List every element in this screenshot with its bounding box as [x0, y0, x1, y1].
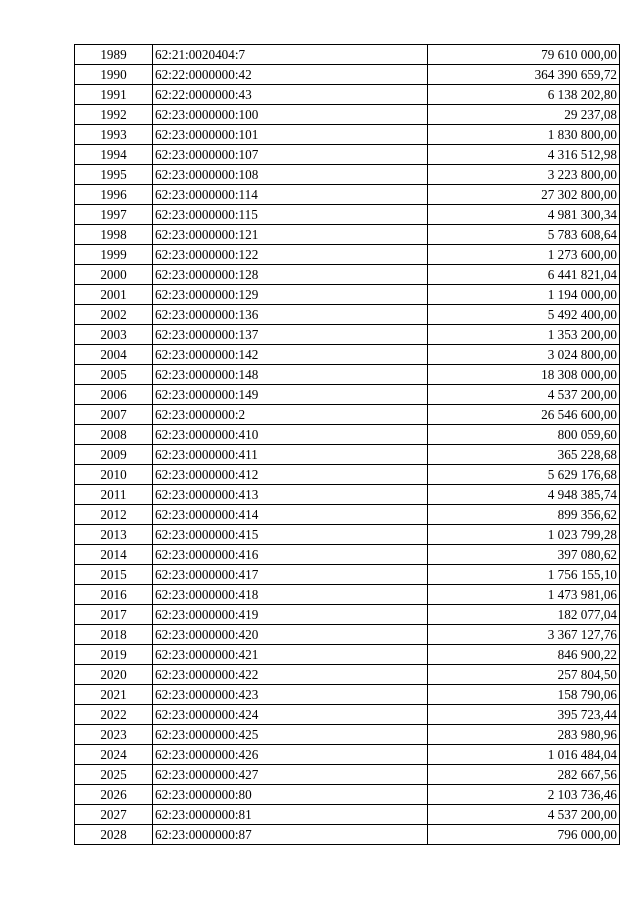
table-row — [75, 105, 620, 125]
row-number-cell: 1992 — [75, 105, 153, 125]
table-row — [75, 625, 620, 645]
table-row — [75, 685, 620, 705]
cadastral-value-cell: 4 537 200,00 — [428, 805, 620, 825]
table-row — [75, 785, 620, 805]
row-number-cell: 2011 — [75, 485, 153, 505]
row-number-cell: 2004 — [75, 345, 153, 365]
cadastral-value-cell: 182 077,04 — [428, 605, 620, 625]
cadastral-number-cell: 62:23:0000000:414 — [153, 505, 428, 525]
row-number-cell: 2020 — [75, 665, 153, 685]
cadastral-value-cell: 29 237,08 — [428, 105, 620, 125]
cadastral-value-cell: 283 980,96 — [428, 725, 620, 745]
cadastral-value-cell: 4 981 300,34 — [428, 205, 620, 225]
cadastral-value-cell: 899 356,62 — [428, 505, 620, 525]
table-body — [75, 45, 620, 845]
row-number-cell: 2012 — [75, 505, 153, 525]
cadastral-number-cell: 62:23:0000000:107 — [153, 145, 428, 165]
table-row — [75, 285, 620, 305]
row-number-cell: 2005 — [75, 365, 153, 385]
table-row — [75, 725, 620, 745]
row-number-cell: 2006 — [75, 385, 153, 405]
cadastral-value-cell: 6 138 202,80 — [428, 85, 620, 105]
cadastral-number-cell: 62:23:0000000:149 — [153, 385, 428, 405]
row-number-cell: 1997 — [75, 205, 153, 225]
cadastral-value-cell: 1 353 200,00 — [428, 325, 620, 345]
cadastral-value-cell: 3 024 800,00 — [428, 345, 620, 365]
cadastral-number-cell: 62:23:0000000:80 — [153, 785, 428, 805]
table-row — [75, 505, 620, 525]
cadastral-number-cell: 62:23:0000000:87 — [153, 825, 428, 845]
cadastral-number-cell: 62:23:0000000:108 — [153, 165, 428, 185]
row-number-cell: 2018 — [75, 625, 153, 645]
table-row — [75, 465, 620, 485]
row-number-cell: 1994 — [75, 145, 153, 165]
table-row — [75, 345, 620, 365]
cadastral-value-cell: 27 302 800,00 — [428, 185, 620, 205]
cadastral-value-cell: 846 900,22 — [428, 645, 620, 665]
row-number-cell: 1995 — [75, 165, 153, 185]
cadastral-value-cell: 3 367 127,76 — [428, 625, 620, 645]
cadastral-number-cell: 62:23:0000000:122 — [153, 245, 428, 265]
cadastral-number-cell: 62:23:0000000:148 — [153, 365, 428, 385]
cadastral-value-cell: 800 059,60 — [428, 425, 620, 445]
cadastral-value-cell: 257 804,50 — [428, 665, 620, 685]
cadastral-value-cell: 1 016 484,04 — [428, 745, 620, 765]
row-number-cell: 2025 — [75, 765, 153, 785]
table-row — [75, 225, 620, 245]
cadastral-value-cell: 4 316 512,98 — [428, 145, 620, 165]
row-number-cell: 2013 — [75, 525, 153, 545]
row-number-cell: 2008 — [75, 425, 153, 445]
cadastral-value-cell: 364 390 659,72 — [428, 65, 620, 85]
row-number-cell: 1989 — [75, 45, 153, 65]
table-row — [75, 385, 620, 405]
cadastral-value-cell: 282 667,56 — [428, 765, 620, 785]
table-row — [75, 765, 620, 785]
cadastral-value-cell: 5 783 608,64 — [428, 225, 620, 245]
row-number-cell: 2019 — [75, 645, 153, 665]
cadastral-number-cell: 62:22:0000000:43 — [153, 85, 428, 105]
table-row — [75, 365, 620, 385]
row-number-cell: 2015 — [75, 565, 153, 585]
cadastral-number-cell: 62:23:0000000:128 — [153, 265, 428, 285]
row-number-cell: 2017 — [75, 605, 153, 625]
cadastral-value-cell: 1 273 600,00 — [428, 245, 620, 265]
table-row — [75, 645, 620, 665]
cadastral-number-cell: 62:23:0000000:101 — [153, 125, 428, 145]
cadastral-number-cell: 62:21:0020404:7 — [153, 45, 428, 65]
table-row — [75, 165, 620, 185]
cadastral-number-cell: 62:23:0000000:425 — [153, 725, 428, 745]
row-number-cell: 2027 — [75, 805, 153, 825]
row-number-cell: 2009 — [75, 445, 153, 465]
table-row — [75, 445, 620, 465]
cadastral-value-cell: 1 023 799,28 — [428, 525, 620, 545]
cadastral-number-cell: 62:23:0000000:411 — [153, 445, 428, 465]
cadastral-number-cell: 62:23:0000000:421 — [153, 645, 428, 665]
cadastral-number-cell: 62:23:0000000:416 — [153, 545, 428, 565]
row-number-cell: 2021 — [75, 685, 153, 705]
row-number-cell: 2024 — [75, 745, 153, 765]
cadastral-number-cell: 62:23:0000000:142 — [153, 345, 428, 365]
cadastral-value-cell: 5 492 400,00 — [428, 305, 620, 325]
row-number-cell: 2003 — [75, 325, 153, 345]
cadastral-number-cell: 62:23:0000000:137 — [153, 325, 428, 345]
table-row — [75, 605, 620, 625]
cadastral-number-cell: 62:23:0000000:427 — [153, 765, 428, 785]
cadastral-number-cell: 62:23:0000000:423 — [153, 685, 428, 705]
row-number-cell: 1996 — [75, 185, 153, 205]
table-row — [75, 265, 620, 285]
table-row — [75, 45, 620, 65]
cadastral-number-cell: 62:23:0000000:426 — [153, 745, 428, 765]
cadastral-value-cell: 158 790,06 — [428, 685, 620, 705]
row-number-cell: 2014 — [75, 545, 153, 565]
cadastral-value-cell: 18 308 000,00 — [428, 365, 620, 385]
cadastral-number-cell: 62:23:0000000:413 — [153, 485, 428, 505]
table-row — [75, 325, 620, 345]
table-row — [75, 745, 620, 765]
table-row — [75, 705, 620, 725]
cadastral-value-cell: 397 080,62 — [428, 545, 620, 565]
table-row — [75, 305, 620, 325]
cadastral-number-cell: 62:23:0000000:81 — [153, 805, 428, 825]
cadastral-number-cell: 62:23:0000000:412 — [153, 465, 428, 485]
cadastral-value-cell: 365 228,68 — [428, 445, 620, 465]
cadastral-number-cell: 62:23:0000000:420 — [153, 625, 428, 645]
row-number-cell: 2000 — [75, 265, 153, 285]
row-number-cell: 2007 — [75, 405, 153, 425]
cadastral-number-cell: 62:23:0000000:410 — [153, 425, 428, 445]
row-number-cell: 2016 — [75, 585, 153, 605]
row-number-cell: 2022 — [75, 705, 153, 725]
cadastral-value-cell: 79 610 000,00 — [428, 45, 620, 65]
cadastral-number-cell: 62:23:0000000:100 — [153, 105, 428, 125]
cadastral-value-cell: 5 629 176,68 — [428, 465, 620, 485]
table-row — [75, 585, 620, 605]
table-row — [75, 805, 620, 825]
cadastral-number-cell: 62:23:0000000:424 — [153, 705, 428, 725]
cadastral-value-cell: 6 441 821,04 — [428, 265, 620, 285]
table-row — [75, 825, 620, 845]
cadastral-number-cell: 62:22:0000000:42 — [153, 65, 428, 85]
table-row — [75, 245, 620, 265]
cadastral-number-cell: 62:23:0000000:115 — [153, 205, 428, 225]
cadastral-value-cell: 1 473 981,06 — [428, 585, 620, 605]
cadastral-number-cell: 62:23:0000000:415 — [153, 525, 428, 545]
cadastral-number-cell: 62:23:0000000:129 — [153, 285, 428, 305]
table-row — [75, 205, 620, 225]
cadastral-value-cell: 1 194 000,00 — [428, 285, 620, 305]
cadastral-number-cell: 62:23:0000000:121 — [153, 225, 428, 245]
cadastral-value-cell: 4 948 385,74 — [428, 485, 620, 505]
cadastral-value-cell: 395 723,44 — [428, 705, 620, 725]
table-row — [75, 145, 620, 165]
cadastral-number-cell: 62:23:0000000:418 — [153, 585, 428, 605]
table-row — [75, 525, 620, 545]
row-number-cell: 1993 — [75, 125, 153, 145]
cadastral-value-cell: 2 103 736,46 — [428, 785, 620, 805]
cadastral-number-cell: 62:23:0000000:419 — [153, 605, 428, 625]
cadastral-value-cell: 1 756 155,10 — [428, 565, 620, 585]
row-number-cell: 2002 — [75, 305, 153, 325]
cadastral-number-cell: 62:23:0000000:114 — [153, 185, 428, 205]
cadastral-value-cell: 26 546 600,00 — [428, 405, 620, 425]
table-row — [75, 485, 620, 505]
cadastral-value-table — [74, 44, 620, 845]
cadastral-number-cell: 62:23:0000000:136 — [153, 305, 428, 325]
table-row — [75, 425, 620, 445]
table-row — [75, 65, 620, 85]
table-row — [75, 125, 620, 145]
row-number-cell: 2028 — [75, 825, 153, 845]
row-number-cell: 1991 — [75, 85, 153, 105]
table-row — [75, 185, 620, 205]
table-row — [75, 85, 620, 105]
row-number-cell: 2023 — [75, 725, 153, 745]
row-number-cell: 2010 — [75, 465, 153, 485]
row-number-cell: 1998 — [75, 225, 153, 245]
table-row — [75, 545, 620, 565]
cadastral-number-cell: 62:23:0000000:2 — [153, 405, 428, 425]
row-number-cell: 2026 — [75, 785, 153, 805]
cadastral-number-cell: 62:23:0000000:422 — [153, 665, 428, 685]
cadastral-number-cell: 62:23:0000000:417 — [153, 565, 428, 585]
cadastral-value-cell: 796 000,00 — [428, 825, 620, 845]
row-number-cell: 1990 — [75, 65, 153, 85]
cadastral-value-cell: 3 223 800,00 — [428, 165, 620, 185]
table-row — [75, 565, 620, 585]
cadastral-value-cell: 1 830 800,00 — [428, 125, 620, 145]
row-number-cell: 1999 — [75, 245, 153, 265]
row-number-cell: 2001 — [75, 285, 153, 305]
table-row — [75, 665, 620, 685]
cadastral-value-cell: 4 537 200,00 — [428, 385, 620, 405]
table-row — [75, 405, 620, 425]
